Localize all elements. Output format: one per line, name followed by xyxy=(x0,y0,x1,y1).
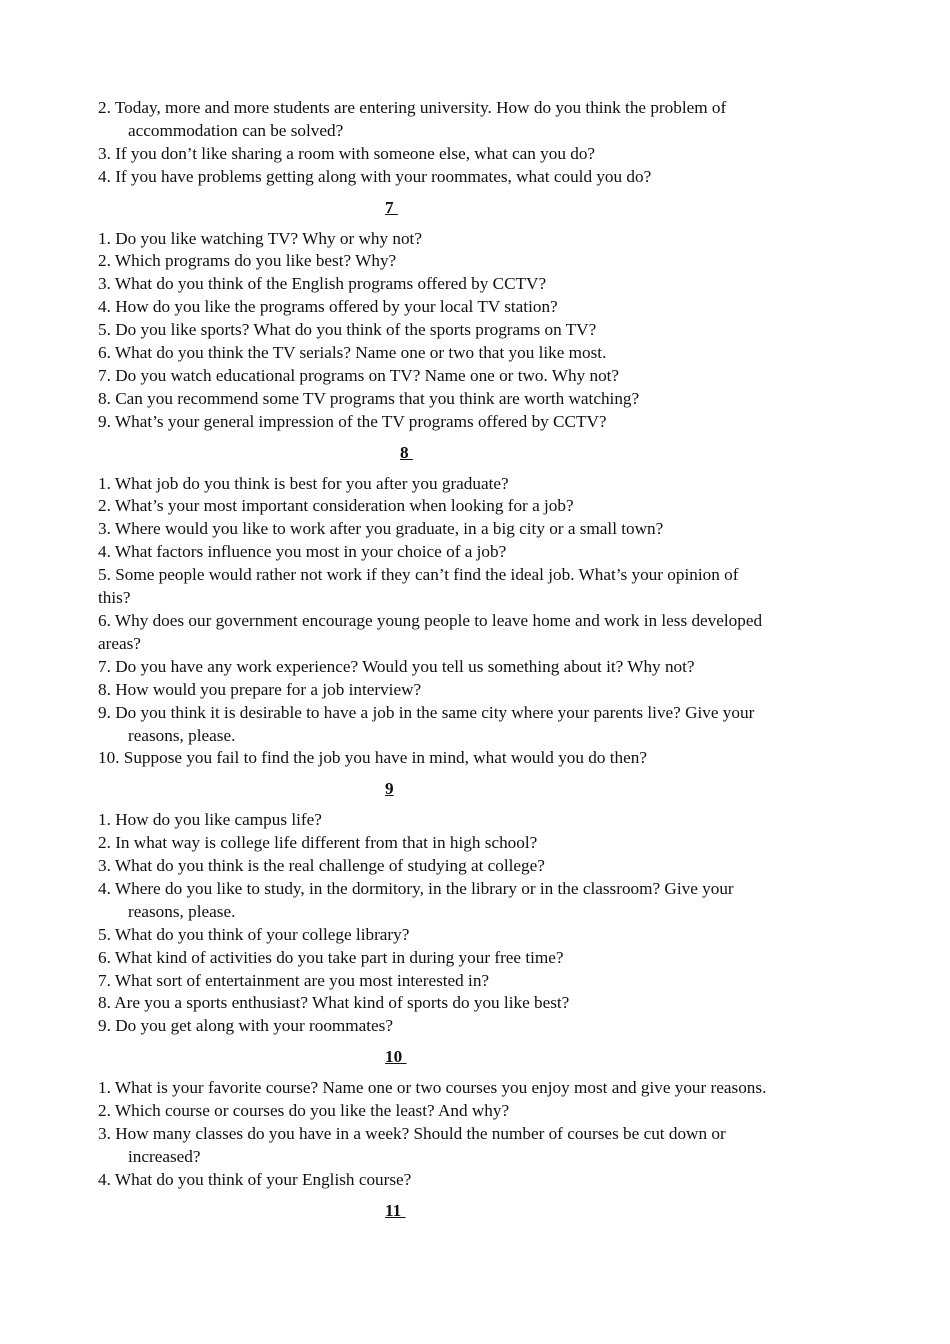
question-3: 3. How many classes do you have in a week? Should the number of courses be cut down or xyxy=(98,1124,726,1143)
question-3: 3. What do you think of the English programs offered by CCTV? xyxy=(98,274,547,294)
question-1: 1. What job do you think is best for you after you graduate? xyxy=(98,473,509,493)
section-heading-10: 10 xyxy=(385,1047,407,1067)
question-5: 5. Do you like sports? What do you think of the sports programs on TV? xyxy=(98,320,597,340)
question-9: 9. Do you get along with your roommates? xyxy=(98,1016,393,1036)
question-2: 2. Today, more and more students are entering university. How do you think the problem of xyxy=(98,98,727,117)
section-heading-11: 11 xyxy=(385,1200,406,1220)
question-2: 2. Which programs do you like best? Why? xyxy=(98,251,397,271)
question-4: 4. How do you like the programs offered by your local TV station? xyxy=(98,297,558,317)
question-8: 8. How would you prepare for a job interview? xyxy=(98,679,422,699)
question-4: 4. What factors influence you most in your choice of a job? xyxy=(98,542,507,562)
question-2-continuation: accommodation can be solved? xyxy=(128,120,344,140)
question-3: 3. If you don’t like sharing a room with someone else, what can you do? xyxy=(98,143,596,163)
question-5: 5. Some people would rather not work if they can’t find the ideal job. What’s your opinion of xyxy=(98,565,739,585)
section-heading-7: 7 xyxy=(385,197,398,217)
question-3: 3. Where would you like to work after you graduate, in a big city or a small town? xyxy=(98,519,664,539)
question-5-continuation: this? xyxy=(98,588,131,608)
section-heading-8: 8 xyxy=(400,442,413,462)
question-4-continuation: reasons, please. xyxy=(128,901,236,921)
question-3-continuation: increased? xyxy=(128,1146,201,1166)
question-2: 2. Which course or courses do you like the least? And why? xyxy=(98,1101,510,1121)
question-7: 7. Do you have any work experience? Would you tell us something about it? Why not? xyxy=(98,656,695,676)
question-6: 6. What kind of activities do you take part in during your free time? xyxy=(98,947,564,967)
question-4: 4. What do you think of your English course? xyxy=(98,1169,412,1189)
question-4: 4. If you have problems getting along with your roommates, what could you do? xyxy=(98,166,652,186)
question-7: 7. Do you watch educational programs on TV? Name one or two. Why not? xyxy=(98,365,620,385)
question-8: 8. Are you a sports enthusiast? What kind of sports do you like best? xyxy=(98,993,570,1013)
question-6: 6. Why does our government encourage young people to leave home and work in less developed xyxy=(98,611,763,630)
question-1: 1. How do you like campus life? xyxy=(98,810,322,830)
section-7 xyxy=(98,197,850,434)
question-5: 5. What do you think of your college library? xyxy=(98,924,410,944)
section-heading-9: 9 xyxy=(385,779,394,799)
question-6: 6. What do you think the TV serials? Name one or two that you like most. xyxy=(98,343,607,363)
question-9-continuation: reasons, please. xyxy=(128,725,236,745)
question-9: 9. What’s your general impression of the TV programs offered by CCTV? xyxy=(98,411,607,431)
question-7: 7. What sort of entertainment are you most interested in? xyxy=(98,970,490,990)
section-8 xyxy=(98,442,850,771)
section-10 xyxy=(98,1046,850,1191)
question-3: 3. What do you think is the real challenge of studying at college? xyxy=(98,856,545,876)
question-6-continuation: areas? xyxy=(98,633,141,653)
section-11 xyxy=(98,1200,850,1223)
question-4: 4. Where do you like to study, in the dormitory, in the library or in the classroom? Give your xyxy=(98,878,734,898)
section-9 xyxy=(98,778,850,1038)
question-1: 1. What is your favorite course? Name one or two courses you enjoy most and give your reasons. xyxy=(98,1078,767,1098)
question-10: 10. Suppose you fail to find the job you have in mind, what would you do then? xyxy=(98,748,647,768)
question-2: 2. In what way is college life different from that in high school? xyxy=(98,833,538,853)
question-9: 9. Do you think it is desirable to have a job in the same city where your parents live? Give your xyxy=(98,702,755,722)
question-1: 1. Do you like watching TV? Why or why not? xyxy=(98,228,422,248)
section-intro xyxy=(98,97,850,189)
document-page xyxy=(98,97,850,1231)
question-2: 2. What’s your most important consideration when looking for a job? xyxy=(98,496,574,516)
question-8: 8. Can you recommend some TV programs that you think are worth watching? xyxy=(98,388,640,408)
